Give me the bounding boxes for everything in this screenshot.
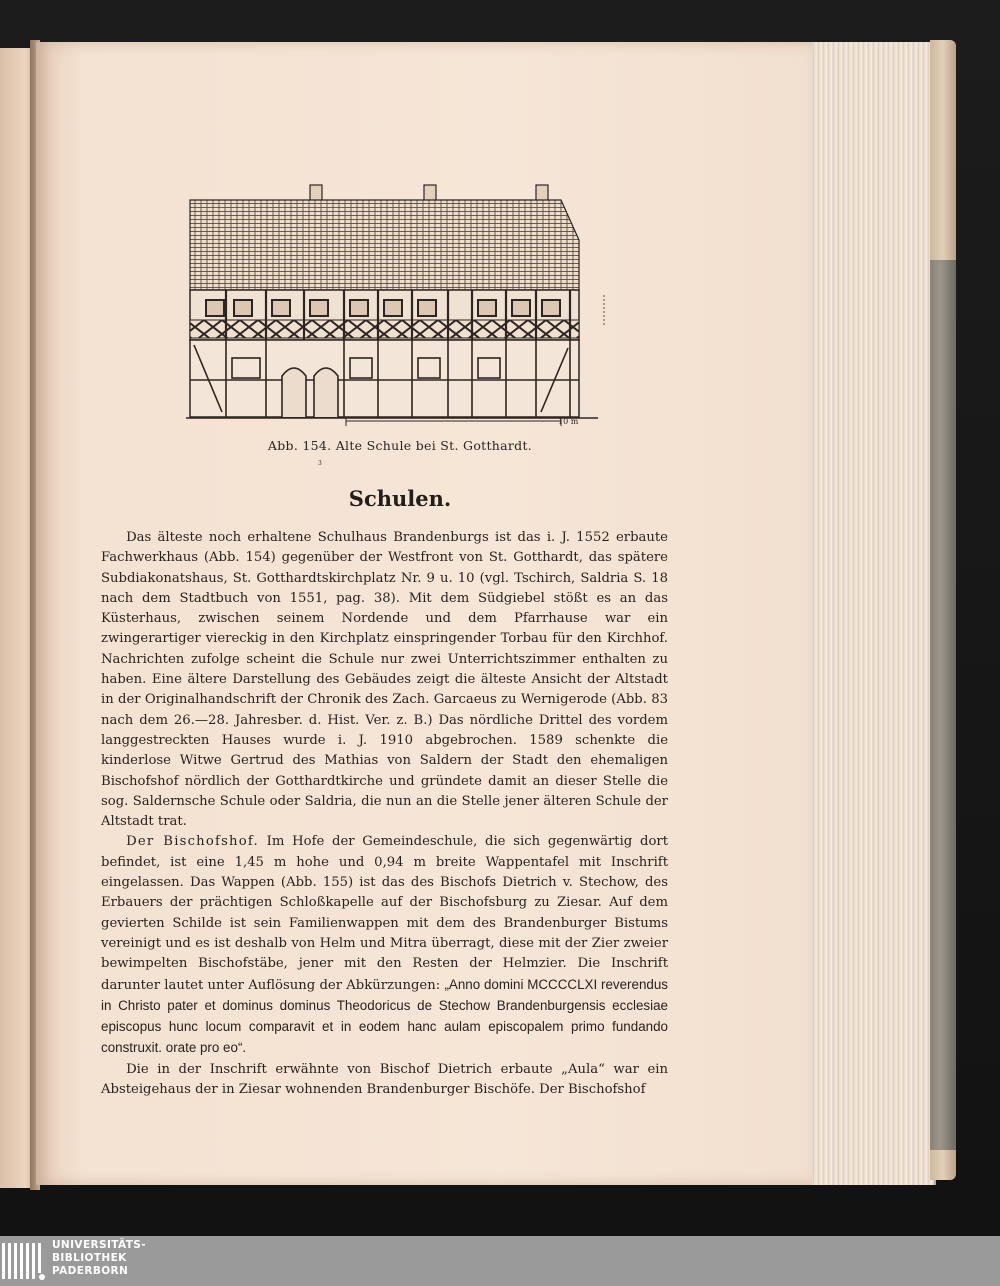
logo-line-1: UNIVERSITÄTS- <box>52 1239 147 1251</box>
library-logo-text <box>52 1239 146 1278</box>
library-footer-bar <box>0 1236 1000 1286</box>
body-text <box>101 528 668 1100</box>
paragraph-2-text: Im Hofe der Gemeindeschule, die sich gegenwärtig dort befindet, ist eine 1,45 m hohe und 0,94 m breite Wappentafel mit Inschrift eingelassen. Das Wappen (Abb. 155) ist das des Bischofs Dietrich v. Stechow, des Erbauers der prächtigen Schloßkapelle auf der Bischofsburg zu Ziesar. Auf dem gevierten Schilde ist sein Familienwappen mit dem des Brandenburger Bistums vereinigt und es ist deshalb von Helm und Mitra überragt, diese mit der Zier zweier bewimpelten Bischofstäbe, jener mit den Resten der Helmzier. Die Inschrift darunter lautet unter Auflösung der Abkürzungen: <box>101 834 668 993</box>
logo-line-2: BIBLIOTHEK <box>52 1252 127 1264</box>
scale-label: 10 m <box>558 417 579 426</box>
logo-line-3: PADERBORN <box>52 1265 129 1277</box>
building-drawing <box>186 180 606 430</box>
book-cover-corner-top <box>930 40 956 260</box>
paragraph-1: Das älteste noch erhaltene Schulhaus Brandenburgs ist das i. J. 1552 erbaute Fachwerkhaus (Abb. 154) gegenüber der Westfront von St. Gotthardt, das spätere Subdiakonatshaus, St. Gotthardtskirchplatz Nr. 9 u. 10 (vgl. Tschirch, Saldria S. 18 nach dem Stadtbuch von 1551, pag. 38). Mit dem Südgiebel stößt es an das Küsterhaus, zwischen seinem Nordende und dem Pfarrhause war ein zwingerartiger viereckig in den Kirchplatz einspringender Torbau für den Kirchhof. Nachrichten zufolge scheint die Schule nur zwei Unterrichtszimmer enthalten zu haben. Eine ältere Darstellung des Gebäudes zeigt die älteste Ansicht der Altstadt in der Originalhandschrift der Chronik des Zach. Garcaeus zu Wernigerode (Abb. 83 nach dem 26.—28. Jahresber. d. Hist. Ver. z. B.) Das nördliche Drittel des vordem langgestreckten Hauses wurde i. J. 1910 abgebrochen. 1589 schenkte die kinderlose Witwe Gertrud des Mathias von Saldern der Stadt den ehemaligen Bischofshof nördlich der Gotthardtkirche und gründete damit an dieser Stelle die sog. Saldernsche Schule oder Saldria, die nun an die Stelle jener älteren Schule der Altstadt trat. <box>101 530 668 830</box>
page-block-edges <box>810 42 936 1185</box>
book-cover-corner-bottom <box>930 1150 956 1180</box>
library-logo-icon <box>2 1241 48 1281</box>
paragraph-2 <box>101 832 668 1059</box>
figure-old-school-illustration <box>186 180 606 430</box>
paragraph-2-lead: Der Bischofshof. <box>126 834 259 850</box>
figure-caption: Abb. 154. Alte Schule bei St. Gotthardt. <box>267 438 533 453</box>
paragraph-3: Die in der Inschrift erwähnte von Bischof Dietrich erbaute „Aula“ war ein Absteigehaus der in Ziesar wohnenden Brandenburger Bischöfe. Der Bischofshof <box>101 1061 668 1098</box>
page-mark: 3 <box>318 460 322 467</box>
section-heading: Schulen. <box>348 486 452 511</box>
latin-inscription: „Anno domini MCCCCLXI reverendus in Christo pater et dominus dominus Theodoricus de Stechow Brandenburgensis ecclesiae episcopus hunc locum comparavit et in eodem hanc aulam episcopalem primo fundando construxit. orate pro eo“. <box>101 976 668 1056</box>
